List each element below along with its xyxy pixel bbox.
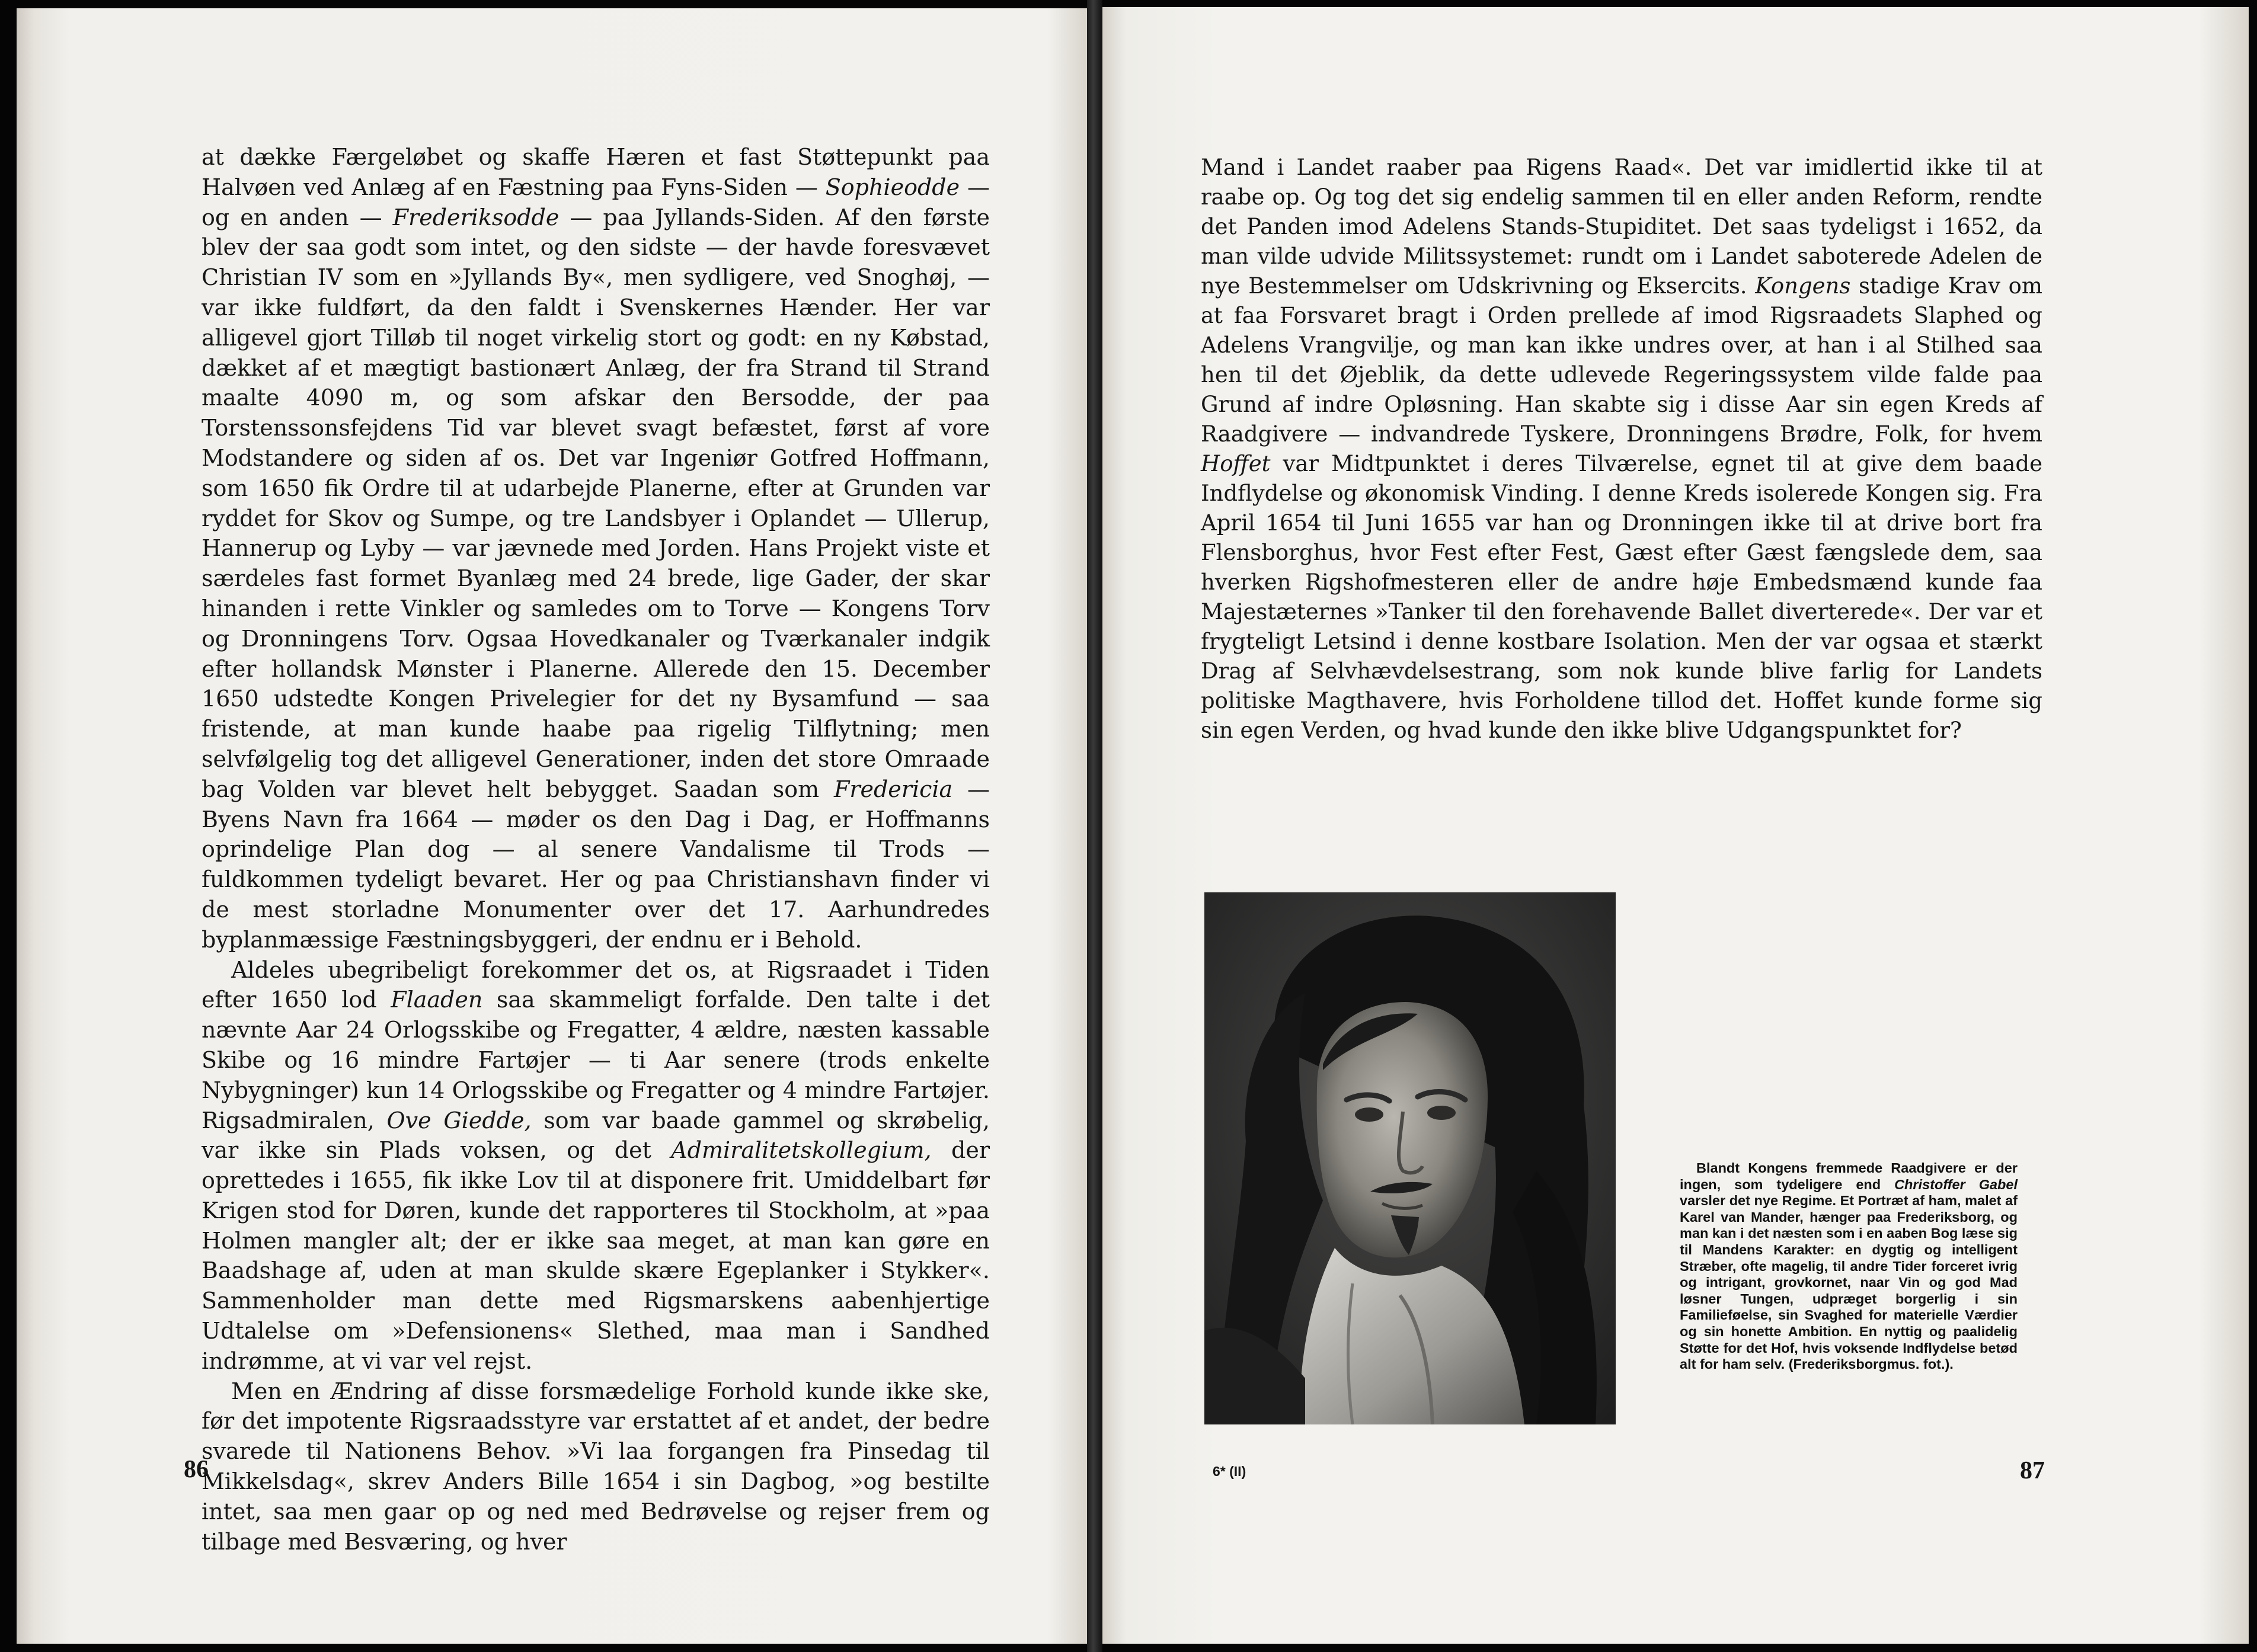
italic-run: Ove Giedde, [386,1107,532,1134]
left-paragraph-3: Men en Ændring af disse forsmædelige Forhold kunde ikke ske, før det impotente Rigsraadsstyre var erstattet af et andet, der bedre svarede til Nationens Behov. »Vi laa forgangen fra Pinsedag til Mikkelsdag«, skrev Anders Bille 1654 i sin Dagbog, »og bestilte intet, saa men gaar op og ned med Bedrøvelse og rejser frem og tilbage med Besværing, og hver [202,1378,990,1555]
italic-run: Frederiksodde [392,204,560,230]
italic-run: Flaaden [391,987,483,1013]
italic-run: Kongens [1755,273,1851,299]
italic-run: Fredericia [833,776,953,802]
left-page-body [202,142,990,1557]
italic-run: Hoffet [1201,451,1271,476]
left-paragraph-1: at dække Færgeløbet og skaffe Hæren et fast Støttepunkt paa Halvøen ved Anlæg af en Fæstning paa Fyns-Siden — Sophieodde — og en anden — Frederiksodde — paa Jyllands-Siden. Af den første blev der saa godt som intet, og den sidste — der havde foresvævet Christian IV som en »Jyllands By«, men sydligere, ved Snoghøj, — var ikke fuldført, da den faldt i Svenskernes Hænder. Her var alligevel gjort Tilløb til noget virkelig stort og godt: en ny Købstad, dækket af et mægtigt bastionært Anlæg, der fra Strand til Strand maalte 4090 m, og som afskar den Bersodde, der paa Torstenssonsfejdens Tid var blevet svagt befæstet, først af vore Modstandere og siden af os. Det var Ingeniør Gotfred Hoffmann, som 1650 fik Ordre til at udarbejde Planerne, efter at Grunden var ryddet for Skov og Sumpe, og tre Landsbyer i Oplandet — Ullerup, Hannerup og Lyby — var jævnede med Jorden. Hans Projekt viste et særdeles fast formet Byanlæg med 24 brede, lige Gader, der skar hinanden i rette Vinkler og samledes om to Torve — Kongens Torv og Dronningens Torv. Ogsaa Hovedkanaler og Tværkanaler indgik efter hollandsk Mønster i Planerne. Allerede den 15. December 1650 udstedte Kongen Privelegier for det ny Bysamfund — saa fristende, at man kunde haabe paa rigelig Tilflytning; men selvfølgelig tog det alligevel Generationer, inden det store Omraade bag Volden var blevet helt bebygget. Saadan som Fredericia — Byens Navn fra 1664 — møder os den Dag i Dag, er Hoffmanns oprindelige Plan dog — al senere Vandalisme til Trods — fuldkommen tydeligt bevaret. Her og paa Christianshavn finder vi de mest storladne Monumenter over det 17. Aarhundredes byplanmæssige Fæstningsbyggeri, der endnu er i Behold. [202,144,990,953]
portrait-christoffer-gabel [1204,892,1616,1424]
portrait-image [1204,892,1616,1424]
portrait-caption: Blandt Kongens fremmede Raadgivere er der ingen, som tydeligere end Christoffer Gabel varsler det nye Regime. Et Portræt af ham, malet af Karel van Mander, hænger paa Frederiksborg, og man kan i det næsten som i en aaben Bog læse sig til Mandens Karakter: en dygtig og intelligent Stræber, ofte magelig, til andre Tider forceret ivrig og intrigant, grovkornet, naar Vin og god Mad løsner Tungen, udpræget borgerlig i sin Familieføelse, sin Svaghed for materielle Værdier og sin honette Ambition. En nyttig og paalidelig Støtte for det Hof, hvis voksende Indflydelse betød alt for ham selv. (Frederiksborgmus. fot.). [1680,1160,2018,1372]
signature-mark: 6* (II) [1213,1464,1246,1479]
right-page-body [1201,153,2042,745]
page-number-left: 86 [184,1456,209,1483]
book-gutter [1087,0,1102,1652]
page-number-right: 87 [2020,1457,2045,1484]
italic-run: Admiralitetskollegium, [671,1137,932,1164]
italic-run: Christoffer Gabel [1894,1176,2018,1192]
left-paragraph-2: Aldeles ubegribeligt forekommer det os, at Rigsraadet i Tiden efter 1650 lod Flaaden saa skammeligt forfalde. Den talte i det nævnte Aar 24 Orlogsskibe og Fregatter, 4 ældre, næsten kassable Skibe og 16 mindre Fartøjer — ti Aar senere (trods enkelte Nybygninger) kun 14 Orlogsskibe og Fregatter og 4 mindre Fartøjer. Rigsadmiralen, Ove Giedde, som var baade gammel og skrøbelig, var ikke sin Plads voksen, og det Admiralitetskollegium, der oprettedes i 1655, fik ikke Lov til at disponere frit. Umiddelbart før Krigen stod for Døren, kunde det rapporteres til Stockholm, at »paa Holmen mangler alt; der er ikke saa meget, at man kan gøre en Baadshage af, uden at man skulde skære Egeplanker i Stykker«. Sammenholder man dette med Rigsmarskens aabenhjertige Udtalelse om »Defensionens« Slethed, maa man i Sandhed indrømme, at vi var vel rejst. [202,956,990,1374]
italic-run: Sophieodde [825,174,960,200]
right-paragraph-1: Mand i Landet raaber paa Rigens Raad«. Det var imidlertid ikke til at raabe op. Og tog det sig endelig sammen til en eller anden Reform, rendte det Panden imod Adelens Stands-Stupiditet. Det saas tydeligst i 1652, da man vilde udvide Militssystemet: rundt om i Landet saboterede Adelen de nye Bestemmelser om Udskrivning og Eksercits. Kongens stadige Krav om at faa Forsvaret bragt i Orden prellede af imod Rigsraadets Slaphed og Adelens Vrangvilje, og man kan ikke undres over, at han i al Stilhed saa hen til det Øjeblik, da dette udlevede Regeringssystem vilde falde paa Grund af indre Opløsning. Han skabte sig i disse Aar sin egen Kreds af Raadgivere — indvandrede Tyskere, Dronningens Brødre, Folk, for hvem Hoffet var Midtpunktet i deres Tilværelse, egnet til at give dem baade Indflydelse og økonomisk Vinding. I denne Kreds isolerede Kongen sig. Fra April 1654 til Juni 1655 var han og Dronningen ikke til at drive bort fra Flensborghus, hvor Fest efter Fest, Gæst efter Gæst fængslede dem, saa hverken Rigshofmesteren eller de andre høje Embedsmænd kunde faa Majestæternes »Tanker til den forehavende Ballet diverterede«. Der var et frygteligt Letsind i denne kostbare Isolation. Men der var ogsaa et stærkt Drag af Selvhævdelsestrang, som nok kunde blive farlig for Landets politiske Magthavere, hvis Forholdene tillod det. Hoffet kunde forme sig sin egen Verden, og hvad kunde den ikke blive Udgangspunktet for? [1201,155,2042,743]
